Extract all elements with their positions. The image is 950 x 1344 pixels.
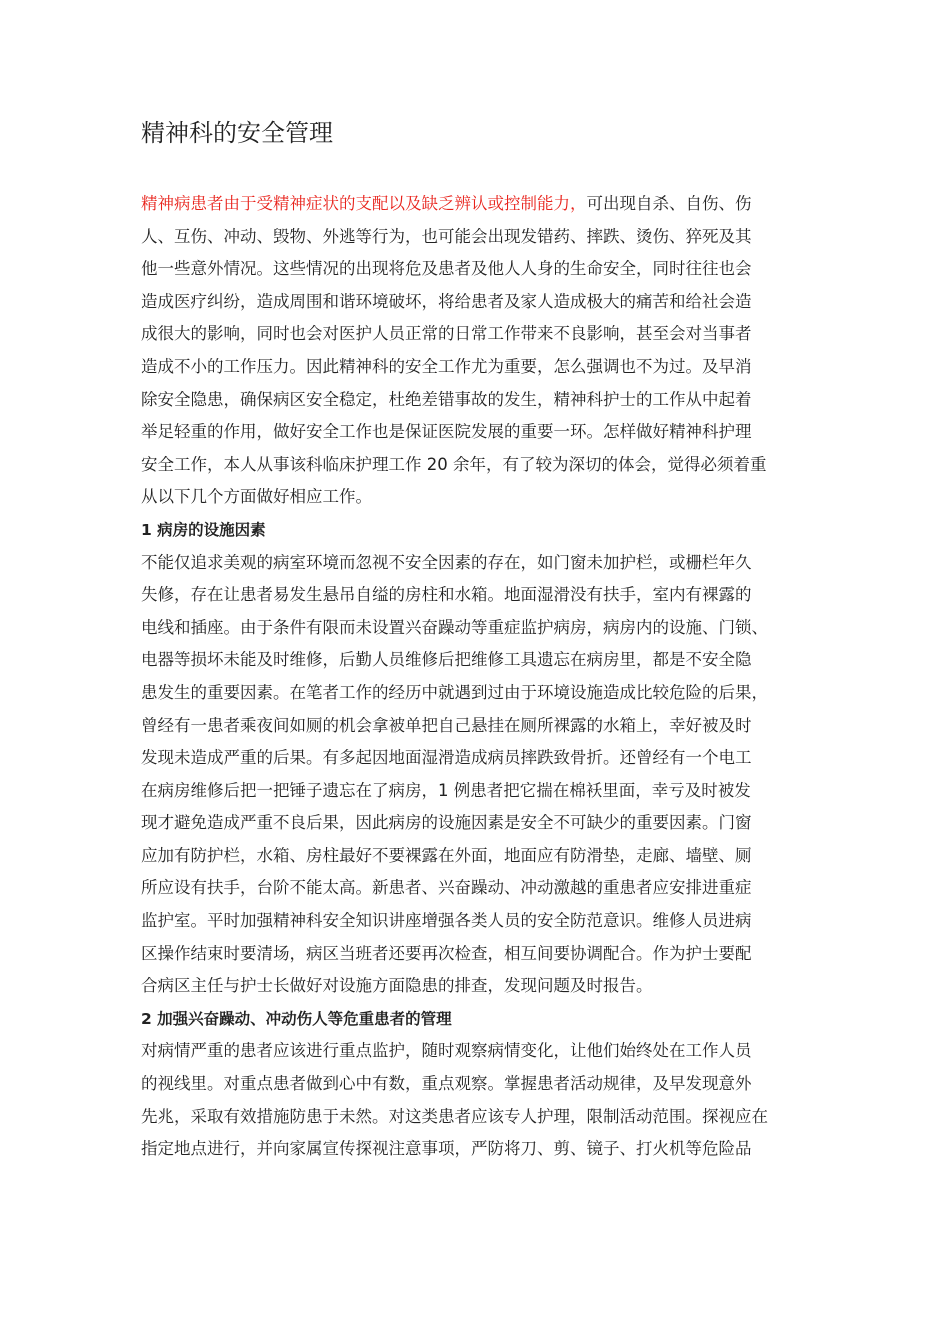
section-1-line: 不能仅追求美观的病室环境而忽视不安全因素的存在，如门窗未加护栏，或栅栏年久	[141, 552, 752, 572]
intro-line: 除安全隐患，确保病区安全稳定，杜绝差错事故的发生，精神科护士的工作从中起着	[141, 389, 752, 409]
section-1-line: 监护室。平时加强精神科安全知识讲座增强各类人员的安全防范意识。维修人员进病	[141, 911, 752, 931]
intro-line: 他一些意外情况。这些情况的出现将危及患者及他人人身的生命安全，同时往往也会	[141, 259, 752, 279]
intro-highlight: 精神病患者由于受精神症状的支配以及缺乏辨认或控制能力，	[141, 194, 587, 213]
section-1-line: 电器等损坏未能及时维修，后勤人员维修后把维修工具遗忘在病房里，都是不安全隐	[141, 650, 752, 670]
section-1-line: 曾经有一患者乘夜间如厕的机会拿被单把自己悬挂在厕所裸露的水箱上，幸好被及时	[141, 715, 752, 735]
section-2-heading: 2 加强兴奋躁动、冲动伤人等危重患者的管理	[141, 1009, 452, 1028]
section-1-line: 在病房维修后把一把锤子遗忘在了病房，1 例患者把它揣在棉袄里面，幸亏及时被发	[141, 780, 751, 800]
intro-line: 从以下几个方面做好相应工作。	[141, 487, 372, 507]
section-1-line: 合病区主任与护士长做好对设施方面隐患的排查，发现问题及时报告。	[141, 976, 653, 996]
section-1-line: 区操作结束时要清场，病区当班者还要再次检查，相互间要协调配合。作为护士要配	[141, 943, 752, 963]
section-2-line: 的视线里。对重点患者做到心中有数，重点观察。掌握患者活动规律，及早发现意外	[141, 1074, 752, 1094]
section-1-line: 所应设有扶手，台阶不能太高。新患者、兴奋躁动、冲动激越的重患者应安排进重症	[141, 878, 752, 898]
section-1-line: 电线和插座。由于条件有限而未设置兴奋躁动等重症监护病房，病房内的设施、门锁、	[141, 617, 768, 637]
intro-line: 造成医疗纠纷，造成周围和谐环境破坏，将给患者及家人造成极大的痛苦和给社会造	[141, 291, 752, 311]
page-title: 精神科的安全管理	[141, 119, 333, 147]
intro-line: 安全工作，本人从事该科临床护理工作 20 余年，有了较为深切的体会，觉得必须着重	[141, 454, 767, 474]
intro-line: 人、互伤、冲动、毁物、外逃等行为，也可能会出现发错药、摔跌、烫伤、猝死及其	[141, 226, 752, 246]
section-1-line: 现才避免造成严重不良后果，因此病房的设施因素是安全不可缺少的重要因素。门窗	[141, 813, 752, 833]
section-2-line: 对病情严重的患者应该进行重点监护，随时观察病情变化，让他们始终处在工作人员	[141, 1041, 752, 1061]
section-2-line: 先兆，采取有效措施防患于未然。对这类患者应该专人护理，限制活动范围。探视应在	[141, 1106, 768, 1126]
intro-line: 造成不小的工作压力。因此精神科的安全工作尤为重要，怎么强调也不为过。及早消	[141, 356, 752, 376]
intro-first-line-rest: 可出现自杀、自伤、伤	[586, 194, 752, 213]
section-2-line: 指定地点进行，并向家属宣传探视注意事项，严防将刀、剪、镜子、打火机等危险品	[141, 1139, 752, 1159]
intro-line-1	[141, 188, 817, 221]
intro-line: 举足轻重的作用，做好安全工作也是保证医院发展的重要一环。怎样做好精神科护理	[141, 422, 752, 442]
document-body	[141, 188, 817, 1166]
section-1-line: 失修，存在让患者易发生悬吊自缢的房柱和水箱。地面湿滑没有扶手，室内有裸露的	[141, 585, 752, 605]
section-1-line: 应加有防护栏，水箱、房柱最好不要裸露在外面，地面应有防滑垫，走廊、墙壁、厕	[141, 845, 752, 865]
section-1-line: 发现未造成严重的后果。有多起因地面湿滑造成病员摔跌致骨折。还曾经有一个电工	[141, 748, 752, 768]
section-1-line: 患发生的重要因素。在笔者工作的经历中就遇到过由于环境设施造成比较危险的后果，	[141, 682, 768, 702]
section-1-heading: 1 病房的设施因素	[141, 520, 266, 539]
intro-line: 成很大的影响，同时也会对医护人员正常的日常工作带来不良影响，甚至会对当事者	[141, 324, 752, 344]
